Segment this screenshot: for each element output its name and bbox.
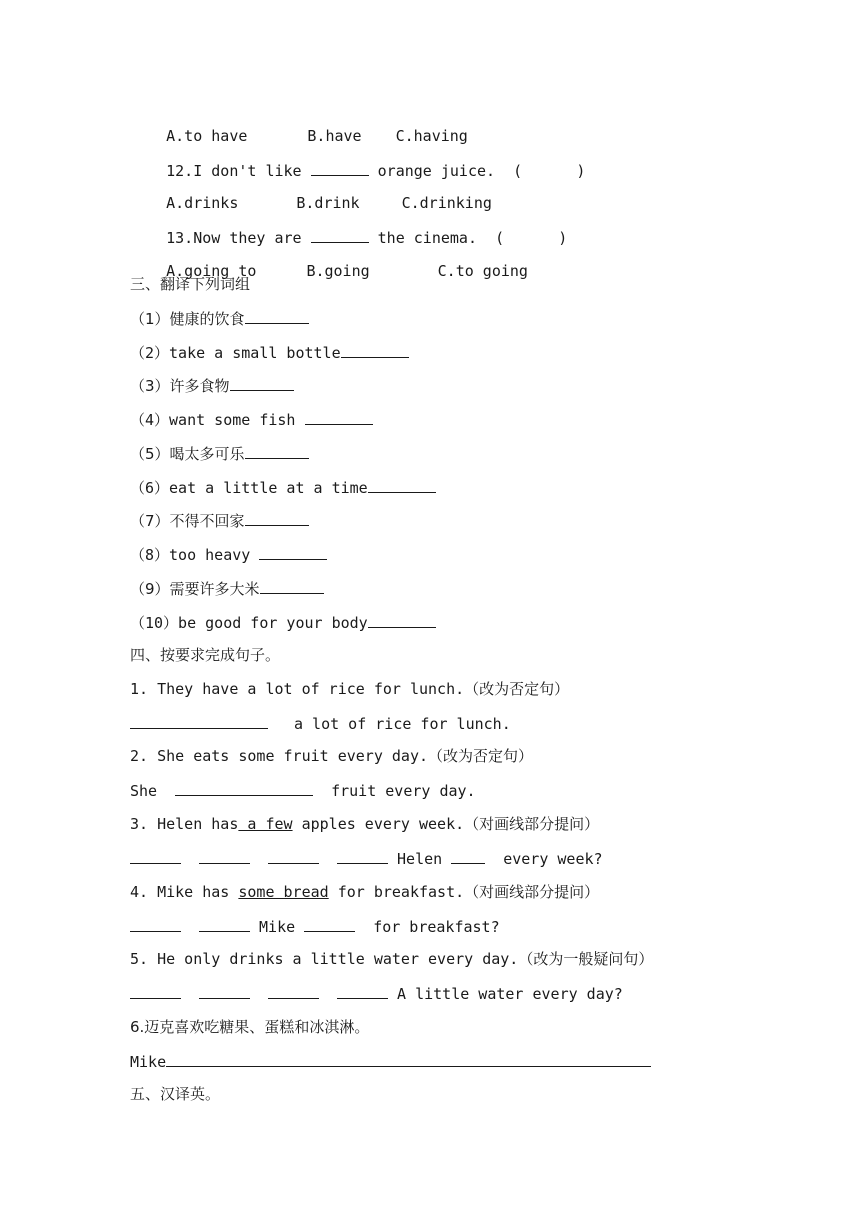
answer-blank[interactable] xyxy=(451,848,485,864)
answer-blank[interactable] xyxy=(199,916,250,932)
phrase-item-8: （8）too heavy xyxy=(130,544,327,564)
option-c: C.having xyxy=(395,127,468,145)
sentence-4-question: 4. Mike has some bread for breakfast.（对画线部分提问） xyxy=(130,883,600,901)
answer-blank[interactable] xyxy=(368,612,436,628)
sentence-4-answer: Mike for breakfast? xyxy=(130,916,500,936)
phrase-item-7: （7）不得不回家 xyxy=(130,510,309,530)
answer-paren[interactable]: ( ) xyxy=(495,229,568,247)
answer-blank[interactable] xyxy=(130,848,181,864)
phrase-item-2: （2）take a small bottle xyxy=(130,342,409,362)
answer-blank[interactable] xyxy=(230,375,294,391)
section-3-title: 三、翻译下列词组 xyxy=(130,275,251,293)
phrase-item-3: （3）许多食物 xyxy=(130,375,294,395)
option-c: C.to going xyxy=(437,262,528,280)
question-rest: orange juice. xyxy=(377,162,496,180)
question-13 xyxy=(130,207,568,247)
answer-blank[interactable] xyxy=(166,1051,651,1067)
sentence-6-question: 6.迈克喜欢吃糖果、蛋糕和冰淇淋。 xyxy=(130,1018,370,1036)
answer-blank[interactable] xyxy=(130,983,181,999)
answer-blank[interactable] xyxy=(304,916,355,932)
answer-blank[interactable] xyxy=(245,308,309,324)
question-stem: 12.I don't like xyxy=(166,162,302,180)
question-rest: the cinema. xyxy=(377,229,477,247)
phrase-item-1: （1）健康的饮食 xyxy=(130,308,309,328)
underlined-phrase: a few xyxy=(238,815,293,833)
phrase-item-4: （4）want some fish xyxy=(130,409,373,429)
sentence-2-answer: She fruit every day. xyxy=(130,782,476,800)
q12-options xyxy=(130,173,492,212)
answer-blank[interactable] xyxy=(199,983,250,999)
option-b: B.going xyxy=(306,262,370,280)
answer-blank[interactable] xyxy=(130,916,181,932)
answer-blank[interactable] xyxy=(341,342,409,358)
option-a: A.drinks xyxy=(166,194,239,212)
option-a: A.to have xyxy=(166,127,248,145)
answer-blank[interactable] xyxy=(245,510,309,526)
answer-blank[interactable] xyxy=(337,848,388,864)
answer-blank[interactable] xyxy=(130,713,268,729)
phrase-item-5: （5）喝太多可乐 xyxy=(130,443,309,463)
answer-blank[interactable] xyxy=(337,983,388,999)
sentence-5-answer: A little water every day? xyxy=(130,983,623,1003)
phrase-item-9: （9）需要许多大米 xyxy=(130,578,324,598)
option-b: B.drink xyxy=(296,194,360,212)
answer-blank[interactable] xyxy=(260,578,324,594)
sentence-3-question: 3. Helen has a few apples every week.（对画线部分提问） xyxy=(130,815,600,833)
underlined-phrase: some bread xyxy=(238,883,329,901)
option-c: C.drinking xyxy=(401,194,492,212)
sentence-1-answer: a lot of rice for lunch. xyxy=(130,713,511,733)
sentence-5-question: 5. He only drinks a little water every day.（改为一般疑问句） xyxy=(130,950,654,968)
answer-blank[interactable] xyxy=(268,983,319,999)
q13-options xyxy=(130,241,528,280)
answer-blank[interactable] xyxy=(199,848,250,864)
answer-blank[interactable] xyxy=(305,409,373,425)
q11-options xyxy=(130,106,468,145)
answer-blank[interactable] xyxy=(175,780,313,796)
section-4-title: 四、按要求完成句子。 xyxy=(130,646,281,664)
phrase-item-6: （6）eat a little at a time xyxy=(130,477,436,497)
answer-blank[interactable] xyxy=(368,477,436,493)
answer-blank[interactable] xyxy=(245,443,309,459)
sentence-6-answer: Mike xyxy=(130,1051,651,1071)
answer-blank[interactable] xyxy=(259,544,327,560)
option-b: B.have xyxy=(307,127,362,145)
phrase-item-10: （10）be good for your body xyxy=(130,612,436,632)
question-stem: 13.Now they are xyxy=(166,229,302,247)
section-5-title: 五、汉译英。 xyxy=(130,1085,221,1103)
sentence-1-question: 1. They have a lot of rice for lunch.（改为否定句） xyxy=(130,680,570,698)
answer-blank[interactable] xyxy=(268,848,319,864)
sentence-3-answer: Helen every week? xyxy=(130,848,603,868)
sentence-2-question: 2. She eats some fruit every day.（改为否定句） xyxy=(130,747,534,765)
answer-paren[interactable]: ( ) xyxy=(513,162,586,180)
option-a: A.going to xyxy=(166,262,257,280)
question-12 xyxy=(130,140,586,180)
